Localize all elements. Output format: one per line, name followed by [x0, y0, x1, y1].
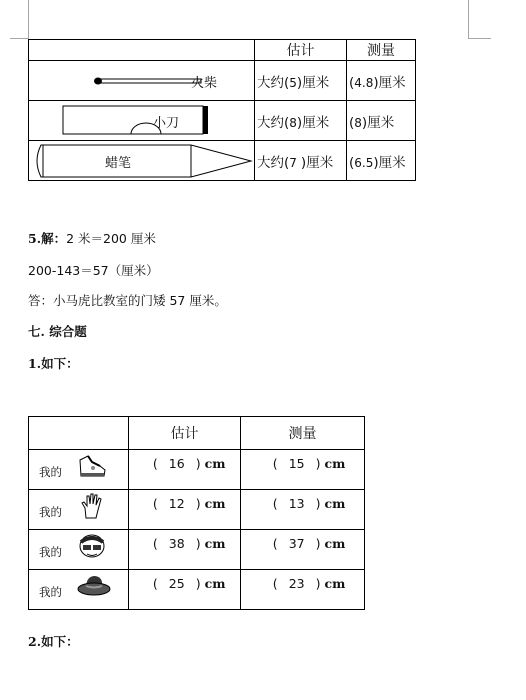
crayon-icon — [29, 141, 253, 180]
unit-label: cm — [204, 576, 226, 591]
measure-value: 8 — [354, 115, 362, 130]
table1-row-match — [29, 61, 416, 101]
unit-label: cm — [324, 576, 346, 591]
mine-label: 我的 — [39, 465, 62, 479]
table2-row-shoe — [29, 450, 365, 490]
unit-label: cm — [324, 456, 346, 471]
measure-suffix: )厘米 — [373, 74, 406, 91]
measure-value: 23 — [288, 576, 305, 591]
question2-number: 2. — [28, 634, 42, 649]
table1-estimate-cell — [255, 141, 347, 181]
table1-header-estimate: 估计 — [255, 40, 347, 61]
table2-measure-cell: ( 23 ) cm — [241, 570, 365, 610]
estimate-value: 5 — [289, 75, 297, 90]
measure-suffix: )厘米 — [361, 114, 395, 131]
table1-header-row — [29, 40, 416, 61]
measure-suffix: )厘米 — [373, 154, 406, 171]
table1-object-cell — [29, 101, 255, 141]
estimate-value: 7 — [289, 155, 297, 170]
table1-object-cell — [29, 61, 255, 101]
knife-icon — [61, 101, 211, 140]
question1-number: 1. — [28, 356, 42, 371]
measure-prefix: ( — [349, 154, 355, 171]
estimate-value: 25 — [168, 576, 185, 591]
measure-prefix: ( — [349, 74, 355, 91]
table1-header-measure: 测量 — [347, 40, 416, 61]
table1-measure-cell — [347, 101, 416, 141]
estimate-suffix: )厘米 — [296, 114, 330, 131]
answer5-line2: 200-143＝57（厘米） — [28, 263, 159, 278]
table2-header-measure: 测量 — [241, 417, 365, 450]
knife-label: 小刀 — [153, 116, 180, 131]
table1-measure-cell — [347, 61, 416, 101]
estimate-value: 38 — [168, 536, 185, 551]
measure-prefix: ( — [349, 114, 355, 131]
table1-row-knife — [29, 101, 416, 141]
table1-object-cell — [29, 141, 255, 181]
table1-estimate-cell — [255, 61, 347, 101]
table2-measure-cell: ( 15 ) cm — [241, 450, 365, 490]
table2-row-head — [29, 530, 365, 570]
table2-row-hand — [29, 490, 365, 530]
section7-title: 七. 综合题 — [28, 324, 87, 339]
answer5-solution-mark: 解： — [41, 231, 67, 246]
table2-header-row — [29, 417, 365, 450]
match-label: 火柴 — [191, 76, 218, 91]
estimate-prefix: 大约( — [257, 114, 290, 131]
table2-header-estimate: 估计 — [129, 417, 241, 450]
table2-label-cell — [29, 450, 129, 490]
table1-header-empty — [29, 40, 255, 61]
measure-value: 6.5 — [354, 155, 374, 170]
measure-value: 13 — [288, 496, 305, 511]
unit-label: cm — [204, 496, 226, 511]
page-corner-mark-left — [10, 0, 29, 39]
measure-value: 37 — [288, 536, 305, 551]
question2-heading — [28, 632, 79, 650]
mine-label: 我的 — [39, 545, 62, 559]
table2-label-cell — [29, 490, 129, 530]
page-corner-mark-right — [468, 0, 491, 39]
answer5-line3: 答：小马虎比教室的门矮 57 厘米。 — [28, 293, 227, 308]
answer5-number: 5. — [28, 231, 42, 246]
estimate-measure-table-2 — [28, 416, 365, 610]
hat-icon — [77, 572, 111, 600]
table2-estimate-cell: ( 12 ) cm — [129, 490, 241, 530]
table2-label-cell — [29, 570, 129, 610]
estimate-measure-table-1 — [28, 39, 416, 181]
crayon-label: 蜡笔 — [105, 156, 132, 171]
estimate-value: 12 — [168, 496, 185, 511]
table1-measure-cell — [347, 141, 416, 181]
unit-label: cm — [204, 456, 226, 471]
estimate-value: 8 — [289, 115, 297, 130]
table2-measure-cell: ( 13 ) cm — [241, 490, 365, 530]
question1-text: 如下： — [41, 356, 79, 371]
measure-value: 4.8 — [354, 75, 374, 90]
hand-icon — [77, 492, 107, 520]
table1-row-crayon — [29, 141, 416, 181]
estimate-prefix: 大约( — [257, 74, 290, 91]
measure-value: 15 — [288, 456, 305, 471]
table1-estimate-cell — [255, 101, 347, 141]
shoe-icon — [77, 452, 107, 480]
answer5-line1 — [28, 229, 156, 247]
estimate-prefix: 大约( — [257, 154, 290, 171]
mine-label: 我的 — [39, 585, 62, 599]
table2-estimate-cell: ( 38 ) cm — [129, 530, 241, 570]
table2-label-cell — [29, 530, 129, 570]
estimate-suffix: )厘米 — [300, 154, 334, 171]
estimate-suffix: )厘米 — [296, 74, 330, 91]
table2-estimate-cell: ( 16 ) cm — [129, 450, 241, 490]
table2-row-hat — [29, 570, 365, 610]
question2-text: 如下： — [41, 634, 79, 649]
unit-label: cm — [324, 496, 346, 511]
estimate-value: 16 — [168, 456, 185, 471]
unit-label: cm — [324, 536, 346, 551]
table2-measure-cell: ( 37 ) cm — [241, 530, 365, 570]
unit-label: cm — [204, 536, 226, 551]
mine-label: 我的 — [39, 505, 62, 519]
table2-estimate-cell: ( 25 ) cm — [129, 570, 241, 610]
head-icon — [77, 532, 107, 560]
answer5-line1-text: 2 米＝200 厘米 — [66, 231, 156, 246]
table2-header-empty — [29, 417, 129, 450]
question1-heading — [28, 354, 79, 372]
